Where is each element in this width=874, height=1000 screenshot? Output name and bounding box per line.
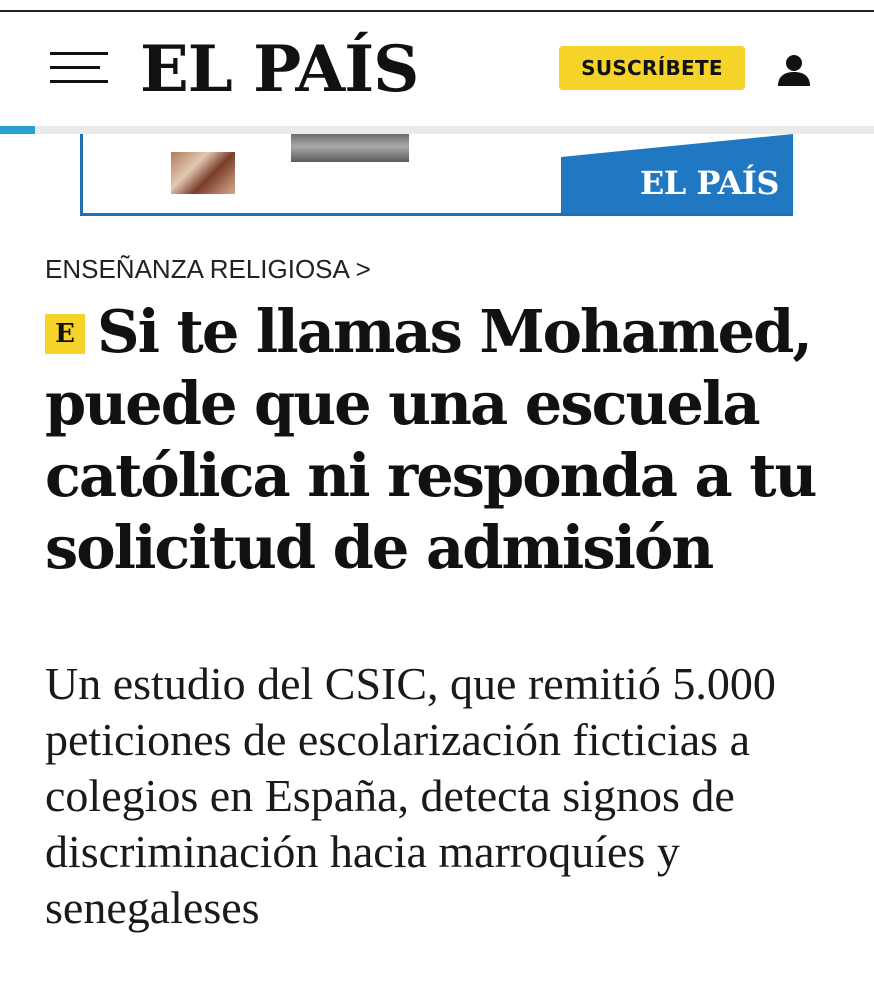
banner-photo xyxy=(171,152,235,194)
banner-photo xyxy=(291,134,409,162)
article-headline xyxy=(45,296,835,584)
reading-progress-fill xyxy=(0,126,35,134)
top-rule xyxy=(0,0,874,12)
menu-line xyxy=(50,80,108,83)
headline-text: Si te llamas Mohamed, puede que una escuela católica ni responda a tu solicitud de admisión xyxy=(45,297,816,582)
section-breadcrumb-link[interactable]: ENSEÑANZA RELIGIOSA > xyxy=(45,254,371,284)
exclusive-badge: E xyxy=(45,314,85,354)
article-subtitle: Un estudio del CSIC, que remitió 5.000 peticiones de escolarización ficticias a colegios en España, detecta signos de discriminación hacia marroquíes y senegaleses xyxy=(45,658,776,933)
site-header xyxy=(0,12,874,126)
menu-line xyxy=(50,52,108,55)
reading-progress-bar xyxy=(0,126,874,134)
hamburger-menu-icon[interactable] xyxy=(50,52,110,84)
promo-banner[interactable] xyxy=(80,134,793,216)
user-account-icon[interactable] xyxy=(774,53,814,87)
menu-line xyxy=(50,66,100,69)
banner-logo: EL PAÍS xyxy=(639,164,779,202)
subscribe-button[interactable]: SUSCRÍBETE xyxy=(559,46,745,90)
site-logo[interactable]: EL PAÍS xyxy=(140,32,419,107)
